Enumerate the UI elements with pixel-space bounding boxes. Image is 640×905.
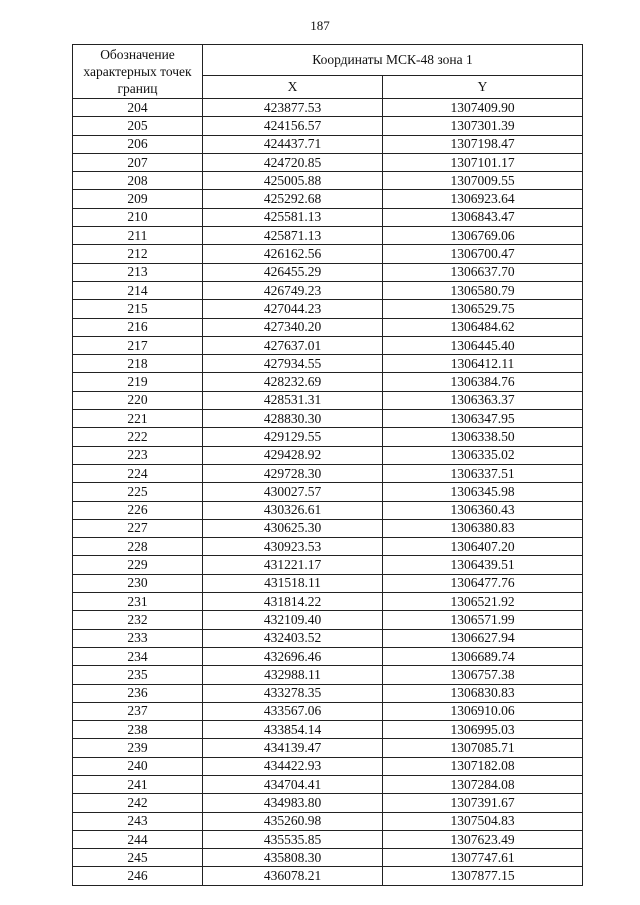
y-coordinate-cell: 1306363.37 [383, 391, 583, 409]
x-coordinate-cell: 431221.17 [203, 556, 383, 574]
x-coordinate-cell: 430923.53 [203, 538, 383, 556]
table-row [73, 245, 583, 263]
point-id-cell: 242 [73, 794, 203, 812]
table-row [73, 117, 583, 135]
table-row [73, 775, 583, 793]
table-row [73, 867, 583, 885]
point-id-cell: 244 [73, 830, 203, 848]
y-coordinate-cell: 1306843.47 [383, 208, 583, 226]
x-coordinate-cell: 435260.98 [203, 812, 383, 830]
x-coordinate-cell: 425871.13 [203, 227, 383, 245]
point-id-cell: 246 [73, 867, 203, 885]
point-id-cell: 216 [73, 318, 203, 336]
table-header [73, 45, 583, 99]
x-coordinate-cell: 435808.30 [203, 849, 383, 867]
table-row [73, 373, 583, 391]
point-id-cell: 210 [73, 208, 203, 226]
point-id-cell: 220 [73, 391, 203, 409]
x-coordinate-cell: 435535.85 [203, 830, 383, 848]
point-id-cell: 237 [73, 702, 203, 720]
y-coordinate-cell: 1306439.51 [383, 556, 583, 574]
y-coordinate-cell: 1306571.99 [383, 611, 583, 629]
point-id-cell: 236 [73, 684, 203, 702]
point-id-cell: 211 [73, 227, 203, 245]
table-row [73, 629, 583, 647]
y-coordinate-cell: 1306521.92 [383, 593, 583, 611]
x-coordinate-cell: 431814.22 [203, 593, 383, 611]
table-row [73, 135, 583, 153]
x-coordinate-cell: 429428.92 [203, 446, 383, 464]
point-id-cell: 243 [73, 812, 203, 830]
point-id-cell: 218 [73, 355, 203, 373]
table-row [73, 721, 583, 739]
point-id-cell: 207 [73, 153, 203, 171]
y-coordinate-cell: 1306757.38 [383, 666, 583, 684]
x-coordinate-cell: 432403.52 [203, 629, 383, 647]
x-coordinate-cell: 434422.93 [203, 757, 383, 775]
point-id-cell: 214 [73, 281, 203, 299]
page-number: 187 [310, 18, 330, 33]
y-coordinate-cell: 1307504.83 [383, 812, 583, 830]
table-row [73, 300, 583, 318]
y-coordinate-cell: 1306384.76 [383, 373, 583, 391]
x-coordinate-cell: 431518.11 [203, 574, 383, 592]
point-id-cell: 209 [73, 190, 203, 208]
y-coordinate-cell: 1306627.94 [383, 629, 583, 647]
table-row [73, 227, 583, 245]
x-coordinate-cell: 433854.14 [203, 721, 383, 739]
x-coordinate-cell: 426749.23 [203, 281, 383, 299]
table-row [73, 702, 583, 720]
point-id-cell: 238 [73, 721, 203, 739]
point-id-cell: 205 [73, 117, 203, 135]
point-id-cell: 228 [73, 538, 203, 556]
x-coordinate-cell: 425581.13 [203, 208, 383, 226]
table-row [73, 336, 583, 354]
y-coordinate-cell: 1306830.83 [383, 684, 583, 702]
point-id-cell: 208 [73, 172, 203, 190]
x-coordinate-cell: 426162.56 [203, 245, 383, 263]
table-row [73, 684, 583, 702]
table-row [73, 190, 583, 208]
y-coordinate-cell: 1306360.43 [383, 501, 583, 519]
y-coordinate-cell: 1307009.55 [383, 172, 583, 190]
y-coordinate-cell: 1307284.08 [383, 775, 583, 793]
x-coordinate-cell: 425292.68 [203, 190, 383, 208]
table-row [73, 410, 583, 428]
point-id-cell: 219 [73, 373, 203, 391]
x-coordinate-cell: 430326.61 [203, 501, 383, 519]
y-coordinate-cell: 1306529.75 [383, 300, 583, 318]
y-coordinate-cell: 1307391.67 [383, 794, 583, 812]
x-coordinate-cell: 434983.80 [203, 794, 383, 812]
x-coordinate-cell: 428232.69 [203, 373, 383, 391]
table-row [73, 391, 583, 409]
x-coordinate-cell: 425005.88 [203, 172, 383, 190]
point-id-cell: 213 [73, 263, 203, 281]
table-row [73, 99, 583, 117]
x-coordinate-cell: 436078.21 [203, 867, 383, 885]
y-coordinate-cell: 1307085.71 [383, 739, 583, 757]
y-coordinate-cell: 1306337.51 [383, 464, 583, 482]
x-coordinate-cell: 429728.30 [203, 464, 383, 482]
y-coordinate-cell: 1306345.98 [383, 483, 583, 501]
x-coordinate-cell: 432988.11 [203, 666, 383, 684]
x-coordinate-cell: 432109.40 [203, 611, 383, 629]
coordinates-table [72, 44, 583, 886]
table-row [73, 208, 583, 226]
y-coordinate-cell: 1306407.20 [383, 538, 583, 556]
point-id-cell: 226 [73, 501, 203, 519]
table-row [73, 153, 583, 171]
y-coordinate-cell: 1306700.47 [383, 245, 583, 263]
y-coordinate-cell: 1306769.06 [383, 227, 583, 245]
table-row [73, 830, 583, 848]
y-coordinate-cell: 1307301.39 [383, 117, 583, 135]
y-coordinate-cell: 1306910.06 [383, 702, 583, 720]
y-coordinate-cell: 1306380.83 [383, 519, 583, 537]
point-id-cell: 245 [73, 849, 203, 867]
point-id-cell: 231 [73, 593, 203, 611]
point-id-cell: 235 [73, 666, 203, 684]
x-coordinate-cell: 424156.57 [203, 117, 383, 135]
table-row [73, 757, 583, 775]
point-id-cell: 204 [73, 99, 203, 117]
y-coordinate-cell: 1306580.79 [383, 281, 583, 299]
x-coordinate-cell: 429129.55 [203, 428, 383, 446]
x-coordinate-cell: 432696.46 [203, 647, 383, 665]
x-coordinate-cell: 433278.35 [203, 684, 383, 702]
y-coordinate-cell: 1307409.90 [383, 99, 583, 117]
table-row [73, 647, 583, 665]
x-coordinate-cell: 424437.71 [203, 135, 383, 153]
x-coordinate-cell: 428830.30 [203, 410, 383, 428]
table-row [73, 739, 583, 757]
x-coordinate-cell: 434704.41 [203, 775, 383, 793]
x-coordinate-cell: 427637.01 [203, 336, 383, 354]
y-coordinate-cell: 1306335.02 [383, 446, 583, 464]
table-row [73, 611, 583, 629]
x-coordinate-cell: 427044.23 [203, 300, 383, 318]
y-coordinate-cell: 1306347.95 [383, 410, 583, 428]
y-coordinate-cell: 1307198.47 [383, 135, 583, 153]
table-row [73, 794, 583, 812]
point-id-cell: 233 [73, 629, 203, 647]
table-row [73, 464, 583, 482]
y-coordinate-cell: 1307101.17 [383, 153, 583, 171]
x-coordinate-cell: 427934.55 [203, 355, 383, 373]
point-id-cell: 222 [73, 428, 203, 446]
header-coordinates-system: Координаты МСК-48 зона 1 [203, 45, 583, 76]
table-row [73, 519, 583, 537]
point-id-cell: 234 [73, 647, 203, 665]
y-coordinate-cell: 1306689.74 [383, 647, 583, 665]
y-coordinate-cell: 1306445.40 [383, 336, 583, 354]
point-id-cell: 212 [73, 245, 203, 263]
point-id-cell: 215 [73, 300, 203, 318]
table-row [73, 281, 583, 299]
table-body [73, 99, 583, 886]
table-row [73, 593, 583, 611]
point-id-cell: 221 [73, 410, 203, 428]
point-id-cell: 230 [73, 574, 203, 592]
table-row [73, 263, 583, 281]
table-row [73, 812, 583, 830]
point-id-cell: 217 [73, 336, 203, 354]
y-coordinate-cell: 1306923.64 [383, 190, 583, 208]
x-coordinate-cell: 433567.06 [203, 702, 383, 720]
table-row [73, 483, 583, 501]
table-row [73, 446, 583, 464]
y-coordinate-cell: 1306637.70 [383, 263, 583, 281]
x-coordinate-cell: 424720.85 [203, 153, 383, 171]
point-id-cell: 225 [73, 483, 203, 501]
table-row [73, 666, 583, 684]
table-row [73, 501, 583, 519]
x-coordinate-cell: 434139.47 [203, 739, 383, 757]
x-coordinate-cell: 430625.30 [203, 519, 383, 537]
point-id-cell: 227 [73, 519, 203, 537]
table-row [73, 538, 583, 556]
x-coordinate-cell: 423877.53 [203, 99, 383, 117]
header-point-designation: Обозначение характерных точек границ [73, 45, 203, 99]
y-coordinate-cell: 1306477.76 [383, 574, 583, 592]
header-x: X [203, 76, 383, 99]
point-id-cell: 240 [73, 757, 203, 775]
point-id-cell: 239 [73, 739, 203, 757]
table-row [73, 172, 583, 190]
x-coordinate-cell: 428531.31 [203, 391, 383, 409]
point-id-cell: 232 [73, 611, 203, 629]
y-coordinate-cell: 1307877.15 [383, 867, 583, 885]
y-coordinate-cell: 1306338.50 [383, 428, 583, 446]
y-coordinate-cell: 1307747.61 [383, 849, 583, 867]
point-id-cell: 229 [73, 556, 203, 574]
table-row [73, 318, 583, 336]
table-row [73, 355, 583, 373]
y-coordinate-cell: 1307623.49 [383, 830, 583, 848]
header-y: Y [383, 76, 583, 99]
y-coordinate-cell: 1306484.62 [383, 318, 583, 336]
table-row [73, 556, 583, 574]
table-row [73, 574, 583, 592]
table-row [73, 428, 583, 446]
x-coordinate-cell: 430027.57 [203, 483, 383, 501]
y-coordinate-cell: 1306995.03 [383, 721, 583, 739]
table-row [73, 849, 583, 867]
point-id-cell: 206 [73, 135, 203, 153]
point-id-cell: 223 [73, 446, 203, 464]
point-id-cell: 241 [73, 775, 203, 793]
x-coordinate-cell: 427340.20 [203, 318, 383, 336]
point-id-cell: 224 [73, 464, 203, 482]
x-coordinate-cell: 426455.29 [203, 263, 383, 281]
y-coordinate-cell: 1307182.08 [383, 757, 583, 775]
y-coordinate-cell: 1306412.11 [383, 355, 583, 373]
